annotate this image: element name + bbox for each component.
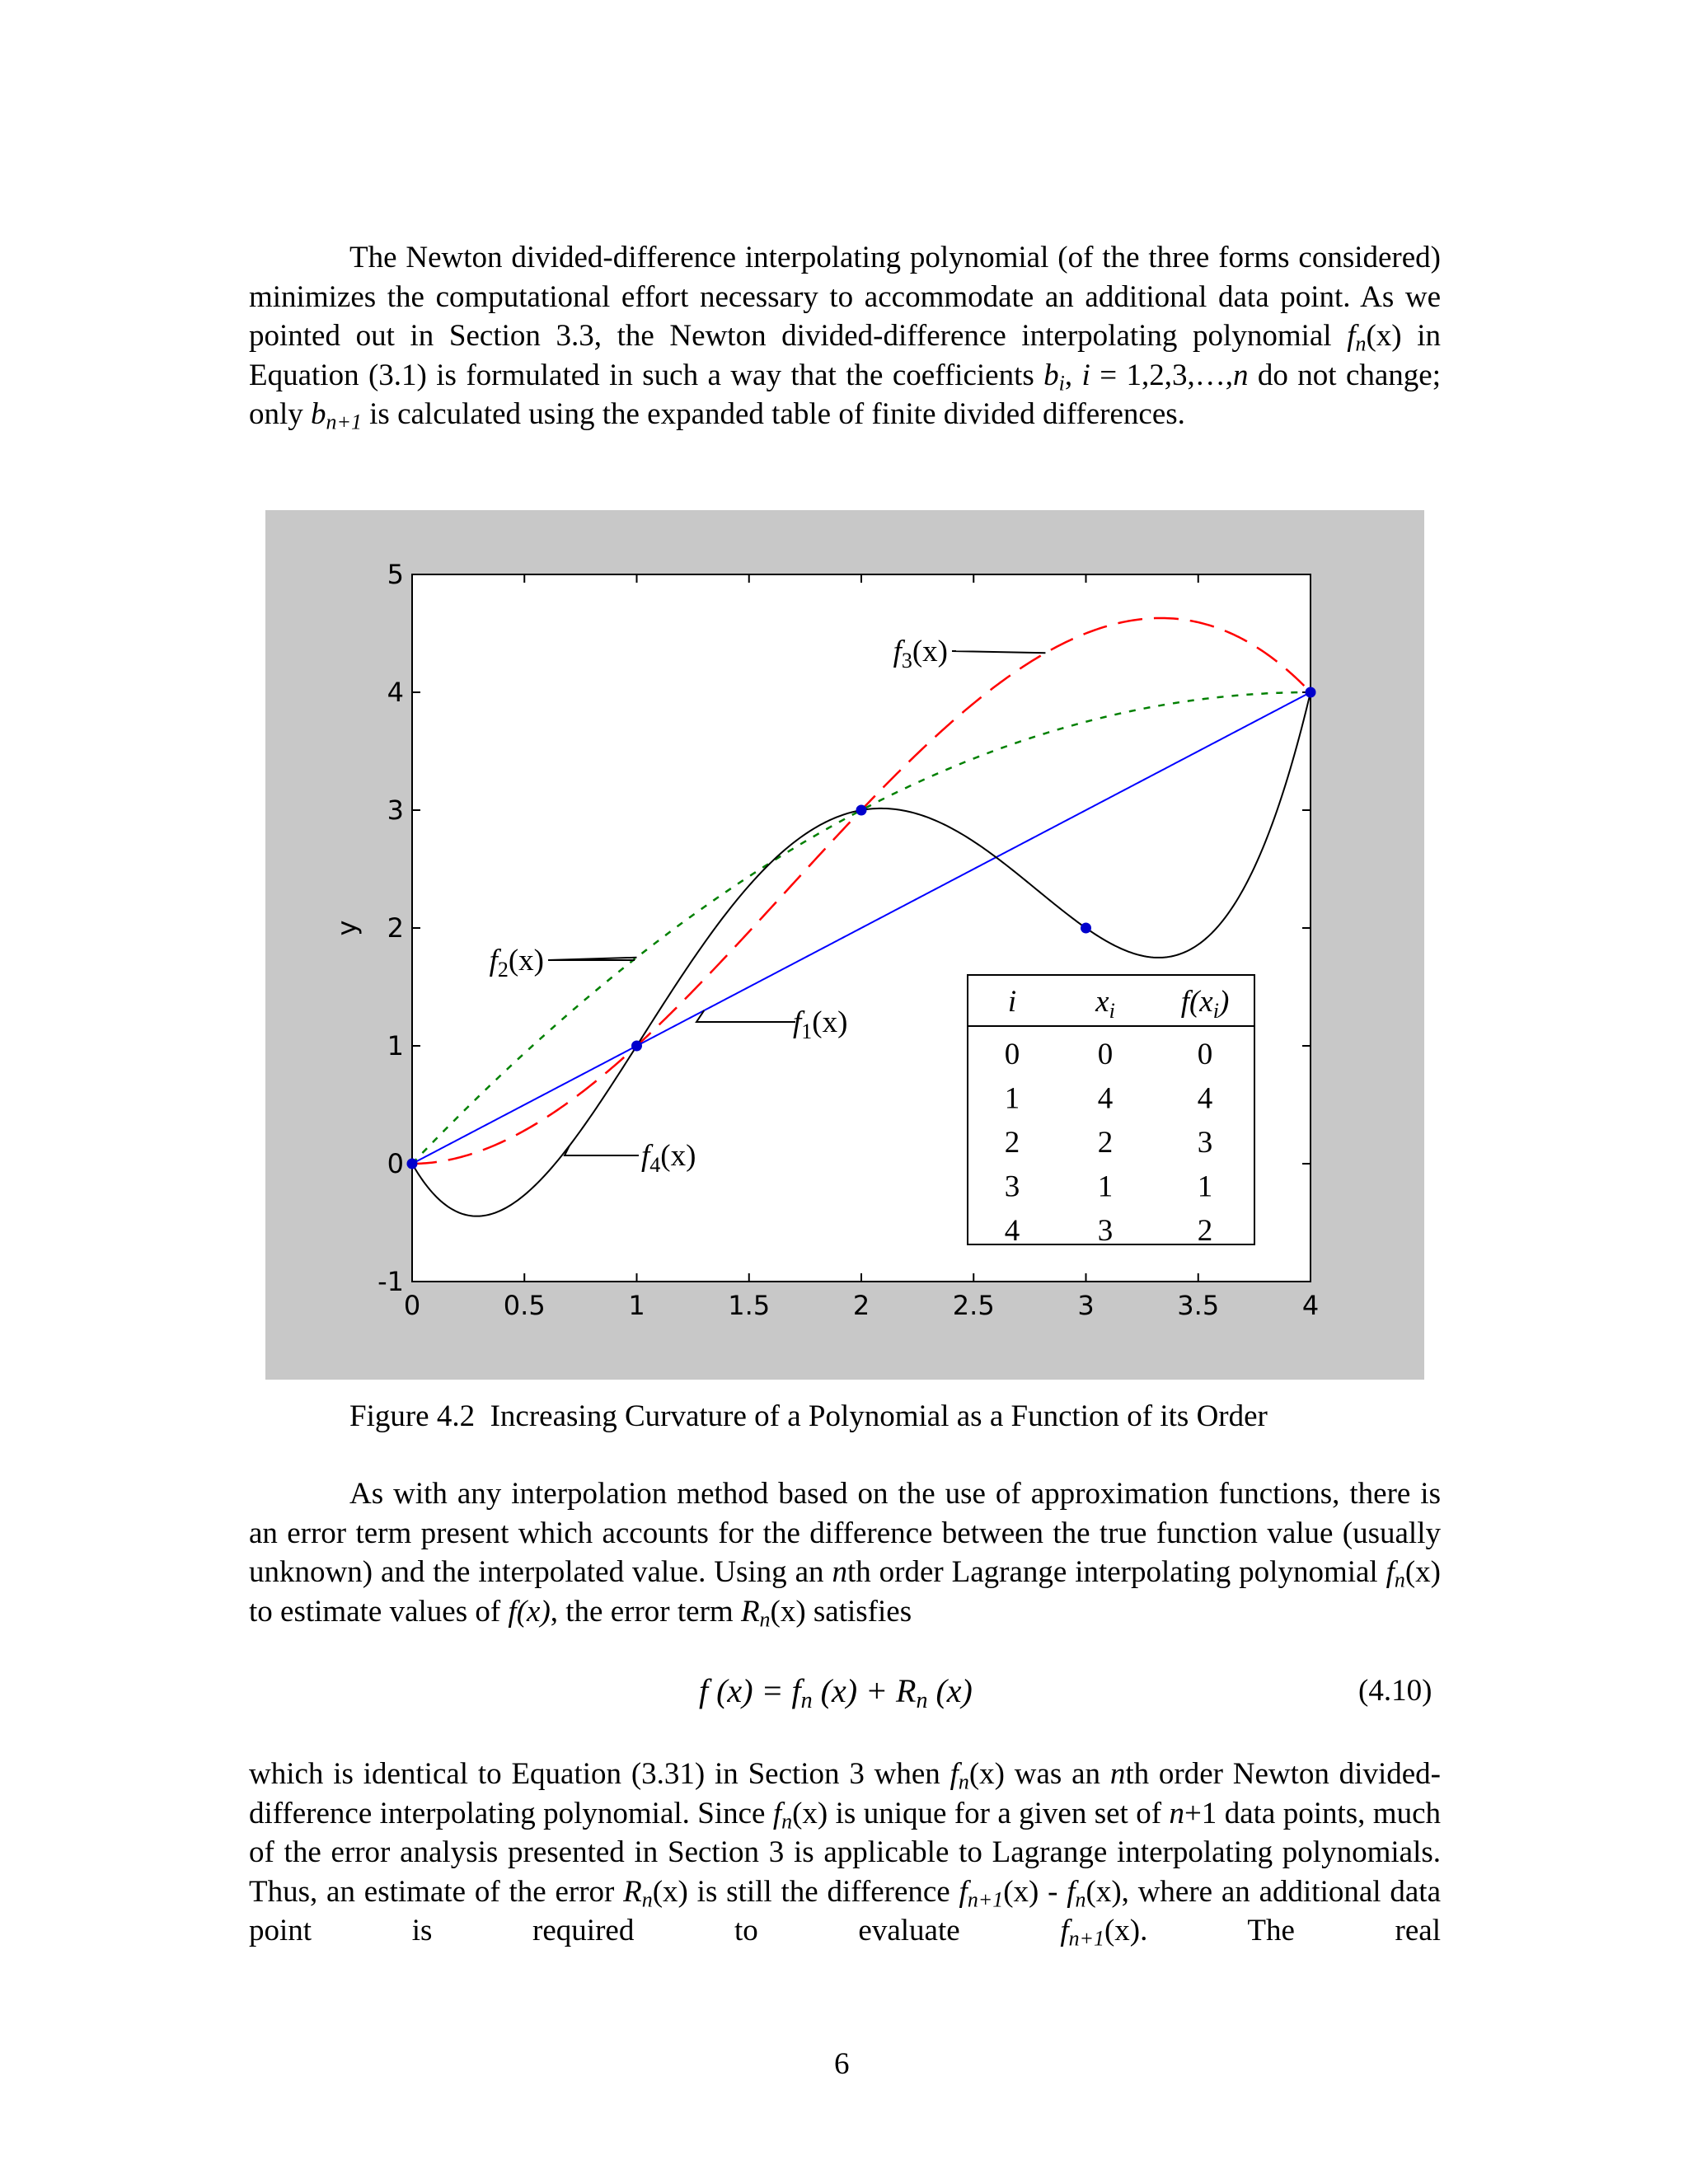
curve-label-f4: $f_4(x)$ (641, 1139, 696, 1177)
table-header-cell: $x_i$ (1095, 985, 1115, 1023)
y-tick-label: 1 (387, 1030, 404, 1062)
y-tick-label: 3 (387, 794, 404, 826)
table-cell: 4 (1004, 1214, 1020, 1248)
table-cell: 1 (1097, 1169, 1114, 1204)
table-cell: 3 (1004, 1169, 1020, 1204)
table-cell: 2 (1004, 1126, 1020, 1160)
x-tick-label: 0.5 (503, 1290, 546, 1321)
table-header-cell: i (1007, 985, 1017, 1019)
table-cell: 4 (1097, 1081, 1114, 1116)
y-tick-label: 5 (387, 559, 404, 590)
y-tick-label: -1 (377, 1266, 404, 1297)
data-point (1306, 687, 1316, 698)
y-axis-label: y (331, 920, 363, 936)
table-header-cell: $f(x_i)$ (1180, 985, 1230, 1023)
x-tick-label: 2.5 (952, 1290, 995, 1321)
paragraph-newton-intro: The Newton divided-difference interpolating polynomial (of the three forms considered) minimizes the computational effort necessary to accommodate an additional data point. As we pointed out in Section 3.3, the Newton divided-difference interpolating polynomial $f_n(x)$ in Equation (3.1) is formulated in such a way that the coefficients $b_i$, i = 1,2,3,…,n do not change; only $b_{n+1}$ is calculated using the expanded table of finite divided differences. (249, 241, 1442, 434)
data-point (1081, 923, 1091, 934)
equation-number: (4.10) (1358, 1674, 1432, 1708)
y-tick-label: 2 (387, 912, 404, 944)
page-number: 6 (834, 2047, 850, 2081)
y-tick-label: 0 (387, 1148, 404, 1179)
paragraph-error-analysis: which is identical to Equation (3.31) in Section 3 when $f_n(x)$ was an nth order Newton divided-difference interpolating polynomial. Since $f_n(x)$ is unique for a given set of n+1 data points, much of the error analysis presented in Section 3 is applicable to Lagrange interpolating polynomials. Thus, an estimate of the error $R_n(x)$ is still the difference $f_{n+1}(x) - f_n(x)$, where an additional data point is required to evaluate $f_{n+1}(x)$. The real (249, 1757, 1441, 1951)
curve-label-f2: $f_2(x)$ (489, 944, 544, 982)
y-tick-label: 4 (387, 677, 404, 708)
x-tick-label: 3 (1077, 1290, 1095, 1321)
table-cell: 1 (1197, 1169, 1213, 1204)
table-cell: 1 (1004, 1081, 1020, 1116)
x-tick-label: 3.5 (1177, 1290, 1220, 1321)
data-point (407, 1159, 418, 1169)
table-cell: 0 (1097, 1038, 1114, 1071)
curve-label-f3: $f_3(x)$ (893, 635, 948, 673)
figure-caption: Figure 4.2 Increasing Curvature of a Polynomial as a Function of its Order (349, 1399, 1268, 1433)
table-cell: 2 (1097, 1126, 1114, 1160)
table-cell: 4 (1197, 1081, 1213, 1116)
table-cell: 3 (1097, 1214, 1114, 1248)
x-tick-label: 4 (1301, 1290, 1320, 1321)
table-cell: 0 (1004, 1038, 1020, 1071)
table-cell: 0 (1197, 1038, 1213, 1071)
table-cell: 3 (1197, 1126, 1213, 1160)
x-tick-label: 0 (403, 1290, 421, 1321)
paragraph-error-term: As with any interpolation method based on the use of approximation functions, there is an error term present which accounts for the difference between the true function value (usually unknown) and the interpolated value. Using an nth order Lagrange interpolating polynomial $f_n(x)$ to estimate values of f(x), the error term $R_n(x)$ satisfies (249, 1477, 1442, 1631)
x-tick-label: 1 (628, 1290, 645, 1321)
equation-4-10: f $(x) = f_n$ $(x) + R_n$ (x) (699, 1672, 973, 1713)
x-tick-label: 1.5 (728, 1290, 771, 1321)
data-point (631, 1041, 642, 1052)
data-point (856, 805, 867, 816)
curve-label-f1: $f_1(x)$ (793, 1005, 848, 1043)
x-tick-label: 2 (852, 1290, 870, 1321)
table-cell: 2 (1197, 1214, 1213, 1248)
